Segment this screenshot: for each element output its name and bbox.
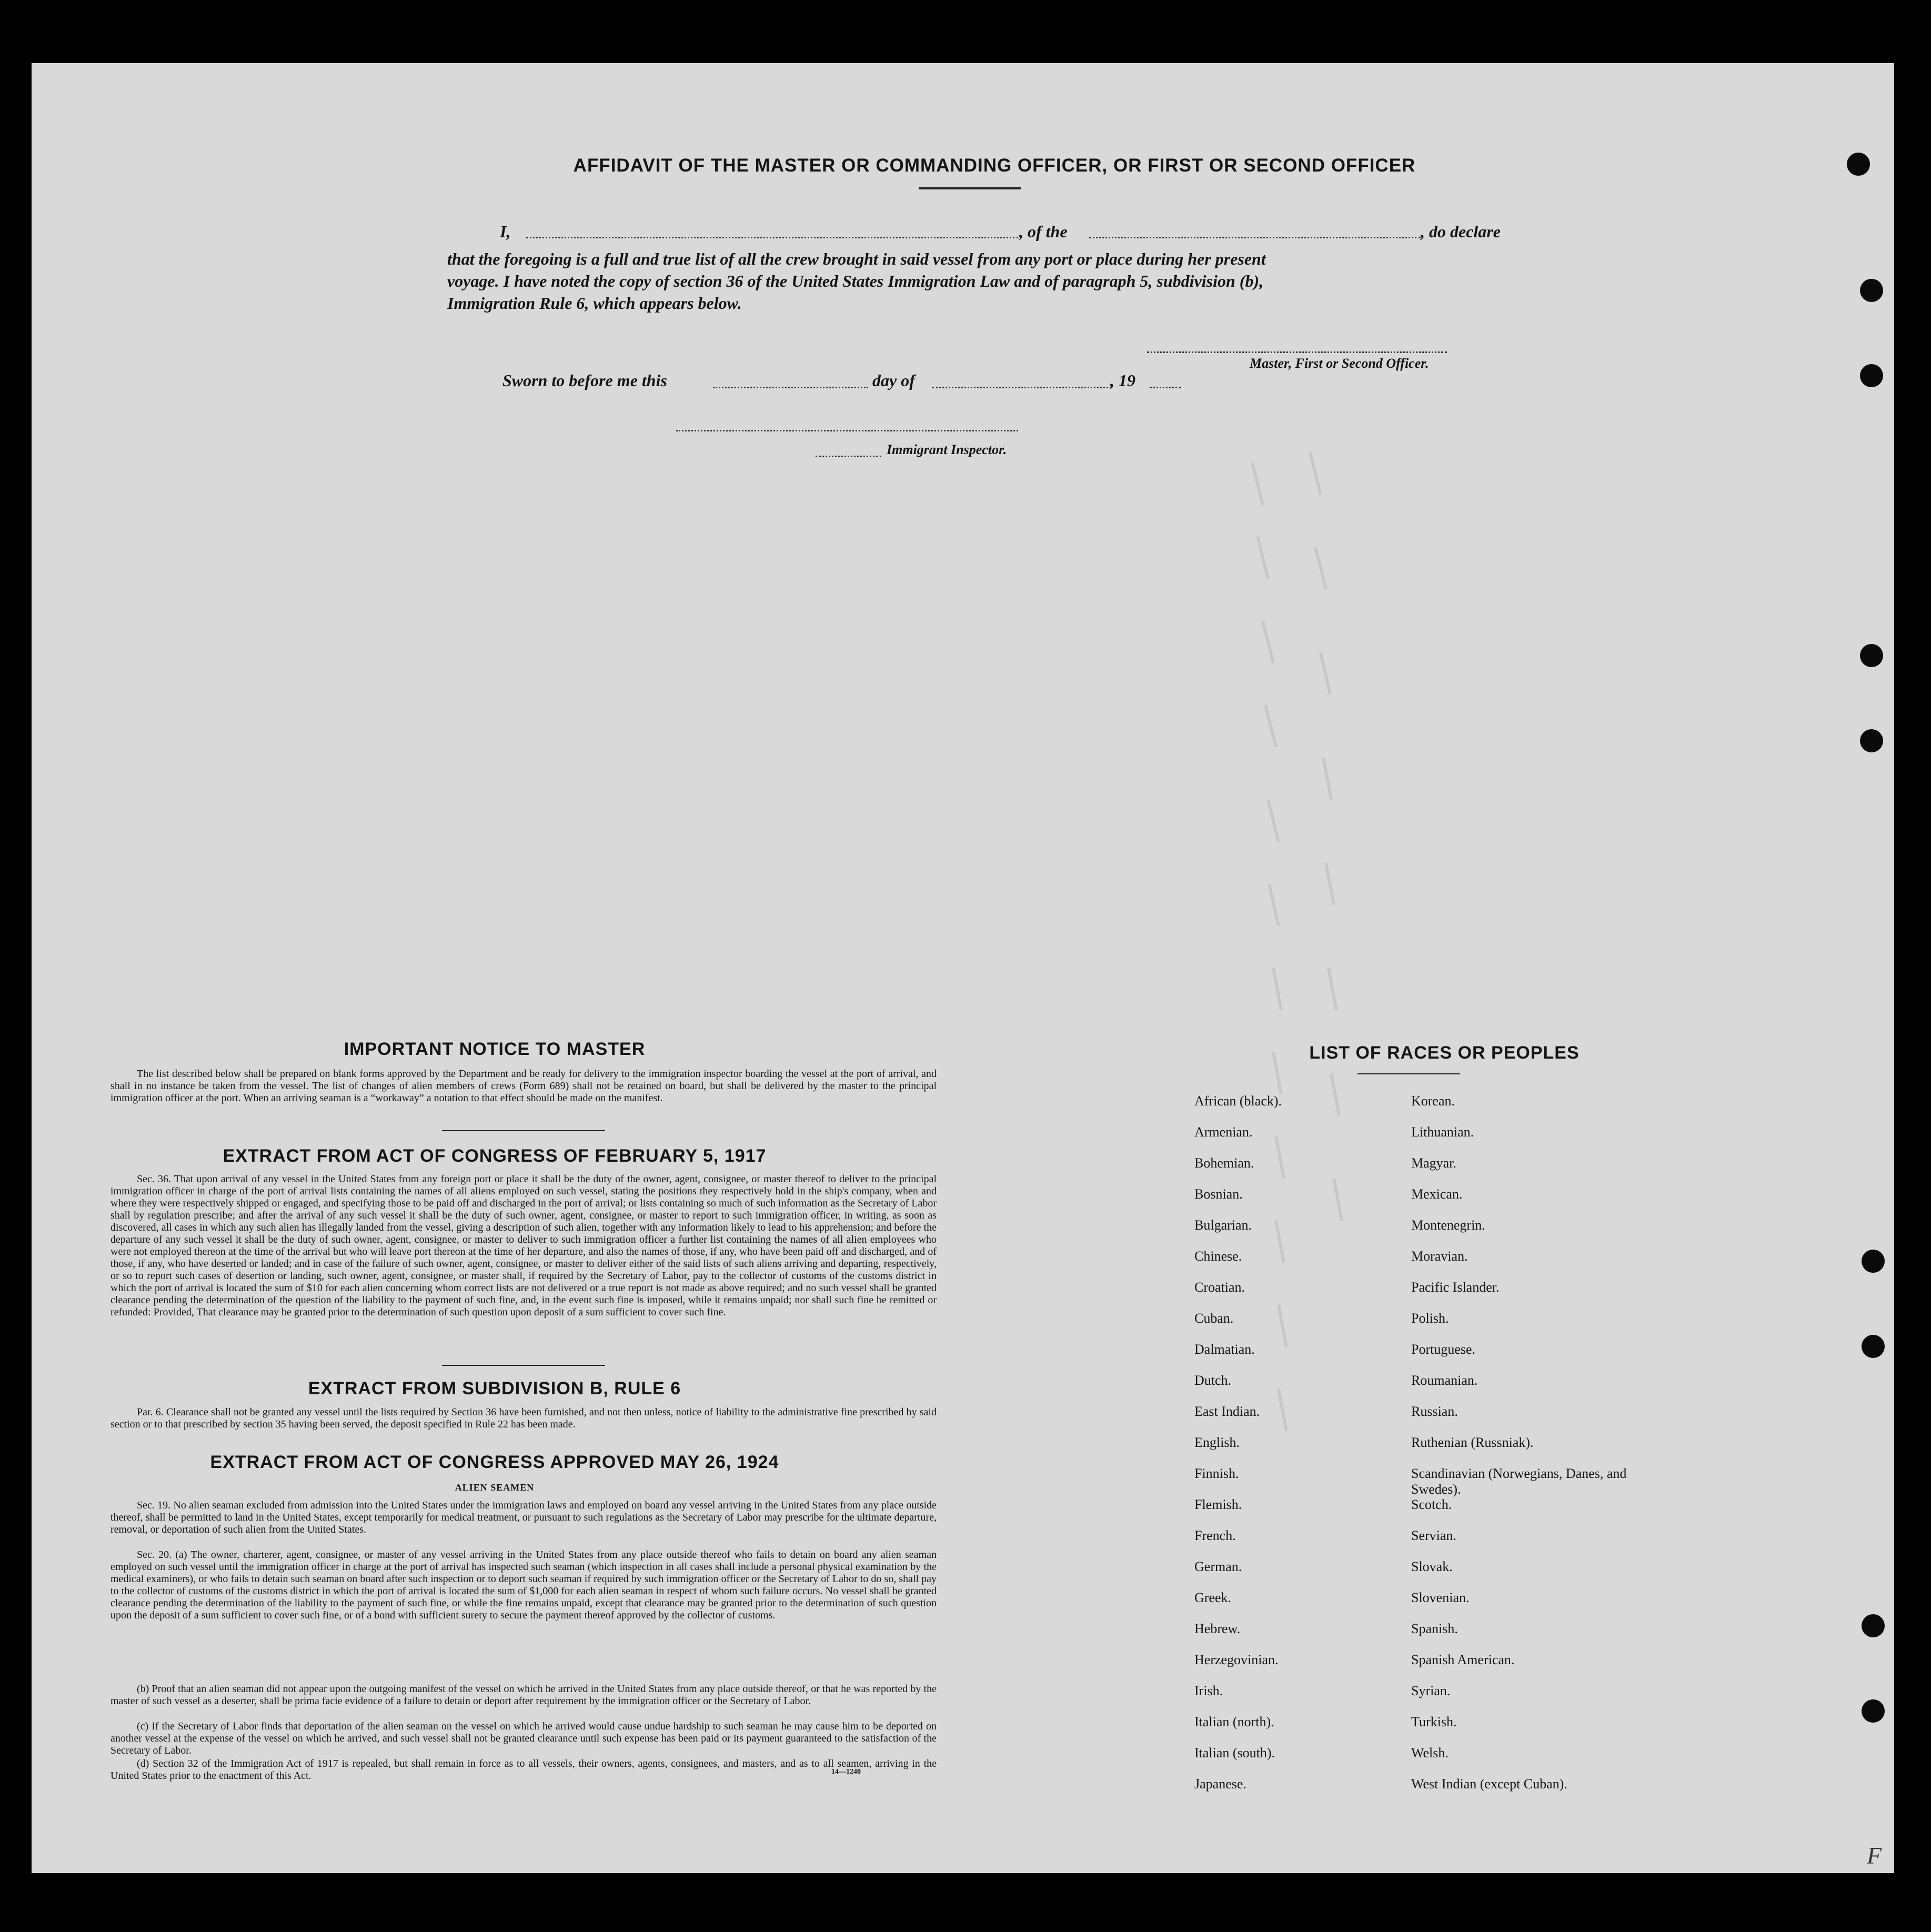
master-signature-line xyxy=(1147,351,1447,353)
section-divider xyxy=(442,1365,605,1366)
race-list-item: East Indian. xyxy=(1194,1404,1260,1419)
binder-hole xyxy=(1847,153,1870,176)
inspector-lead-line xyxy=(816,456,881,457)
sec20b-body: (b) Proof that an alien seaman did not appear upon the outgoing manifest of the vessel on which he arrived in the United States from any place outside thereof, or that he was reported by the master of such vessel as a deserter, shall be prima facie evidence of a failure to detain or deport after requirement by the immigration officer or the Secretary of Labor. xyxy=(110,1683,937,1707)
race-list-item: Armenian. xyxy=(1194,1124,1253,1140)
race-list-item: Cuban. xyxy=(1194,1311,1234,1326)
race-list-item: Polish. xyxy=(1411,1311,1449,1326)
race-list-item: Roumanian. xyxy=(1411,1373,1478,1388)
sec20c-body: (c) If the Secretary of Labor finds that deportation of the alien seaman on the vessel on which he arrived would cause undue hardship to such seaman he may cause him to be deported on another vessel at the expense of the vessel on which he arrived, and such vessel shall not be granted clearance until such expense has been paid or its payment guaranteed to the satisfaction of the Secretary of Labor. xyxy=(110,1720,937,1756)
race-list-item: Japanese. xyxy=(1194,1776,1246,1792)
race-list-item: Croatian. xyxy=(1194,1280,1245,1295)
section-divider xyxy=(442,1130,605,1131)
race-list-item: Bulgarian. xyxy=(1194,1217,1252,1233)
race-list-item: Welsh. xyxy=(1411,1745,1449,1760)
race-list-item: Dutch. xyxy=(1194,1373,1232,1388)
binder-hole xyxy=(1862,1699,1885,1723)
race-list-item: Moravian. xyxy=(1411,1249,1468,1264)
race-list-item: Flemish. xyxy=(1194,1497,1242,1512)
affidavit-line1-of-the: , of the xyxy=(1019,222,1068,241)
stray-pencil-marks xyxy=(1236,431,1394,1589)
affidavit-line1-do-declare: , do declare xyxy=(1421,222,1501,241)
rule6-body: Par. 6. Clearance shall not be granted any vessel until the lists required by Section 36 have been furnished, and not then unless, notice of liability to the administrative fine prescribed by said section or to that prescribed by section 35 having been served, the deposit specified in Rule 22 has been made. xyxy=(110,1406,937,1430)
race-list-item: Dalmatian. xyxy=(1194,1342,1255,1357)
sworn-year-blank xyxy=(1150,387,1181,388)
binder-hole xyxy=(1860,644,1883,667)
master-label: Master, First or Second Officer. xyxy=(1250,356,1429,371)
inspector-signature-line xyxy=(676,430,1018,431)
sworn-day-of: day of xyxy=(872,371,915,390)
affidavit-line1-i: I, xyxy=(500,222,511,241)
rule6-title: EXTRACT FROM SUBDIVISION B, RULE 6 xyxy=(308,1378,681,1398)
race-list-item: German. xyxy=(1194,1559,1242,1574)
race-list-item: Bohemian. xyxy=(1194,1155,1254,1171)
binder-hole xyxy=(1860,729,1883,752)
race-list-item: Korean. xyxy=(1411,1093,1455,1109)
race-list-item: Syrian. xyxy=(1411,1683,1451,1698)
document-page xyxy=(32,63,1894,1873)
race-list-item: Irish. xyxy=(1194,1683,1223,1698)
alien-seamen-subtitle: ALIEN SEAMEN xyxy=(455,1482,535,1493)
binder-hole xyxy=(1862,1614,1885,1637)
race-list-item: Lithuanian. xyxy=(1411,1124,1474,1140)
race-list-item: Italian (north). xyxy=(1194,1714,1274,1729)
race-list-item: Chinese. xyxy=(1194,1249,1242,1264)
corner-mark: F xyxy=(1867,1842,1882,1869)
race-list-item: French. xyxy=(1194,1528,1236,1543)
race-list-item: Italian (south). xyxy=(1194,1745,1275,1760)
race-list-item: Turkish. xyxy=(1411,1714,1457,1729)
race-list-item: Servian. xyxy=(1411,1528,1456,1543)
race-list-item: Scandinavian (Norwegians, Danes, and Swedes). xyxy=(1411,1466,1627,1497)
extract-1917-title: EXTRACT FROM ACT OF CONGRESS OF FEBRUARY 5, 1917 xyxy=(223,1146,767,1166)
race-list-item: African (black). xyxy=(1194,1093,1282,1109)
vessel-blank xyxy=(1089,237,1421,238)
race-list-item: Scotch. xyxy=(1411,1497,1452,1512)
form-number: 14—1240 xyxy=(831,1768,861,1776)
race-list-item: Spanish. xyxy=(1411,1621,1458,1636)
binder-hole xyxy=(1862,1250,1885,1273)
sec20d-body: (d) Section 32 of the Immigration Act of 1917 is repealed, but shall remain in force as to all vessels, their owners, agents, consignees, and masters, and as to all seamen, arriving in the United States prior to the enactment of this Act. xyxy=(110,1758,937,1782)
race-list-item: Bosnian. xyxy=(1194,1186,1243,1202)
affidavit-line4: Immigration Rule 6, which appears below. xyxy=(447,294,742,313)
race-list-item: Montenegrin. xyxy=(1411,1217,1485,1233)
extract-1924-title: EXTRACT FROM ACT OF CONGRESS APPROVED MAY 26, 1924 xyxy=(210,1452,779,1472)
race-list-item: Russian. xyxy=(1411,1404,1458,1419)
notice-body: The list described below shall be prepared on blank forms approved by the Department and be ready for delivery to the immigration inspector boarding the vessel at the port of arrival, and shall in no instance be taken from the vessel. The list of changes of alien members of crews (Form 689) shall not be retained on board, but shall be delivered by the master to the principal immigration officer at the port. When an arriving seaman is a “workaway” a notation to that effect should be made on the manifest. xyxy=(110,1068,937,1104)
sworn-month-blank xyxy=(932,387,1111,388)
race-list-item: Hebrew. xyxy=(1194,1621,1241,1636)
races-title: LIST OF RACES OR PEOPLES xyxy=(1309,1043,1580,1063)
race-list-item: Greek. xyxy=(1194,1590,1232,1605)
sec19-body: Sec. 19. No alien seaman excluded from admission into the United States under the immigration laws and employed on board any vessel arriving in the United States from any place outside thereof, shall be permitted to land in the United States, except temporarily for medical treatment, or pursuant to such regulations as the Secretary of Labor may prescribe for the ultimate departure, removal, or deportation of such alien from the United States. xyxy=(110,1500,937,1535)
race-list-item: Slovak. xyxy=(1411,1559,1453,1574)
binder-hole xyxy=(1860,279,1883,302)
race-list-item: Slovenian. xyxy=(1411,1590,1470,1605)
affidavit-line2: that the foregoing is a full and true list of all the crew brought in said vessel from any port or place during her present xyxy=(447,249,1266,268)
sworn-day-blank xyxy=(713,387,868,388)
title-underline xyxy=(919,187,1021,189)
sworn-year: , 19 xyxy=(1110,371,1135,390)
race-list-item: English. xyxy=(1194,1435,1240,1450)
race-list-item: Spanish American. xyxy=(1411,1652,1515,1667)
notice-title: IMPORTANT NOTICE TO MASTER xyxy=(344,1039,646,1059)
race-list-item: Magyar. xyxy=(1411,1155,1456,1171)
race-list-item: Ruthenian (Russniak). xyxy=(1411,1435,1534,1450)
name-blank xyxy=(526,237,1018,238)
race-list-item: Mexican. xyxy=(1411,1186,1463,1202)
race-list-item: Finnish. xyxy=(1194,1466,1239,1481)
race-list-item: Pacific Islander. xyxy=(1411,1280,1500,1295)
affidavit-title: AFFIDAVIT OF THE MASTER OR COMMANDING OFFICER, OR FIRST OR SECOND OFFICER xyxy=(573,155,1416,176)
affidavit-line3: voyage. I have noted the copy of section 36 of the United States Immigration Law and of paragraph 5, subdivision (b), xyxy=(447,271,1264,290)
sec20a-body: Sec. 20. (a) The owner, charterer, agent, consignee, or master of any vessel arriving in the United States from any place outside thereof who fails to detain on board any alien seaman employed on such vessel until the immigration officer in charge at the port of arrival has inspected such seaman (which inspection in all cases shall include a personal physical examination by the medical examiners), or who fails to detain such seaman on board after such inspection or to deport such seaman if required by such immigration officer or the Secretary of Labor to do so, shall pay to the collector of customs of the customs district in which the port of arrival is located the sum of $1,000 for each alien seaman in respect of whom such failure occurs. No vessel shall be granted clearance pending the determination of the liability to the payment of such fine, or while the fine remains unpaid, except that clearance may be granted prior to the determination of such question upon the deposit of a sum sufficient to cover such fine, or of a bond with sufficient surety to secure the payment thereof approved by the collector of customs. xyxy=(110,1549,937,1621)
extract-1917-body: Sec. 36. That upon arrival of any vessel in the United States from any foreign port or place it shall be the duty of the owner, agent, consignee, or master thereof to deliver to the principal immigration officer in charge of the port of arrival lists containing the names of all aliens employed on such vessel, stating the positions they respectively hold in the ship's company, when and where they were respectively shipped or engaged, and specifying those to be paid off and discharged in the port of arrival; or lists containing so much of such information as the Secretary of Labor shall by regulation prescribe; and after the arrival of any such vessel it shall be the duty of such owner, agent, consignee, or master to report to such immigration officer, in writing, as soon as discovered, all cases in which any such alien has illegally landed from the vessel, giving a description of such alien, together with any information likely to lead to his apprehension; and before the departure of any such vessel it shall be the duty of such owner, agent, consignee, or master to deliver to such immigration officer a further list containing the names of all alien employees who were not employed thereon at the time of the arrival but who will leave port thereon at the time of her departure, and also the names of those, if any, who have been paid off and discharged, and of those, if any, who have deserted or landed; and in case of the failure of such owner, agent, consignee, or master to deliver either of the said lists of such aliens arriving and departing, respectively, or so to report such cases of desertion or landing, such owner, agent, consignee, or master shall, if required by the Secretary of Labor, pay to the collector of customs of the customs district in which the port of arrival is located the sum of $10 for each alien concerning whom correct lists are not delivered or a true report is not made as above required; and no such vessel shall be granted clearance pending the determination of the question of the liability to the payment of such fine, and, in the event such fine is imposed, while it remains unpaid; nor shall such fine be remitted or refunded: Provided, That clearance may be granted prior to the determination of such question upon deposit of a sum sufficient to cover such fine. xyxy=(110,1173,937,1318)
race-list-item: Herzegovinian. xyxy=(1194,1652,1279,1667)
race-list-item: Portuguese. xyxy=(1411,1342,1476,1357)
binder-hole xyxy=(1860,364,1883,387)
binder-hole xyxy=(1862,1335,1885,1358)
sworn-prefix: Sworn to before me this xyxy=(502,371,667,390)
inspector-label: Immigrant Inspector. xyxy=(887,442,1007,457)
race-list-item: West Indian (except Cuban). xyxy=(1411,1776,1567,1792)
races-column-2 xyxy=(1411,1093,1632,1867)
